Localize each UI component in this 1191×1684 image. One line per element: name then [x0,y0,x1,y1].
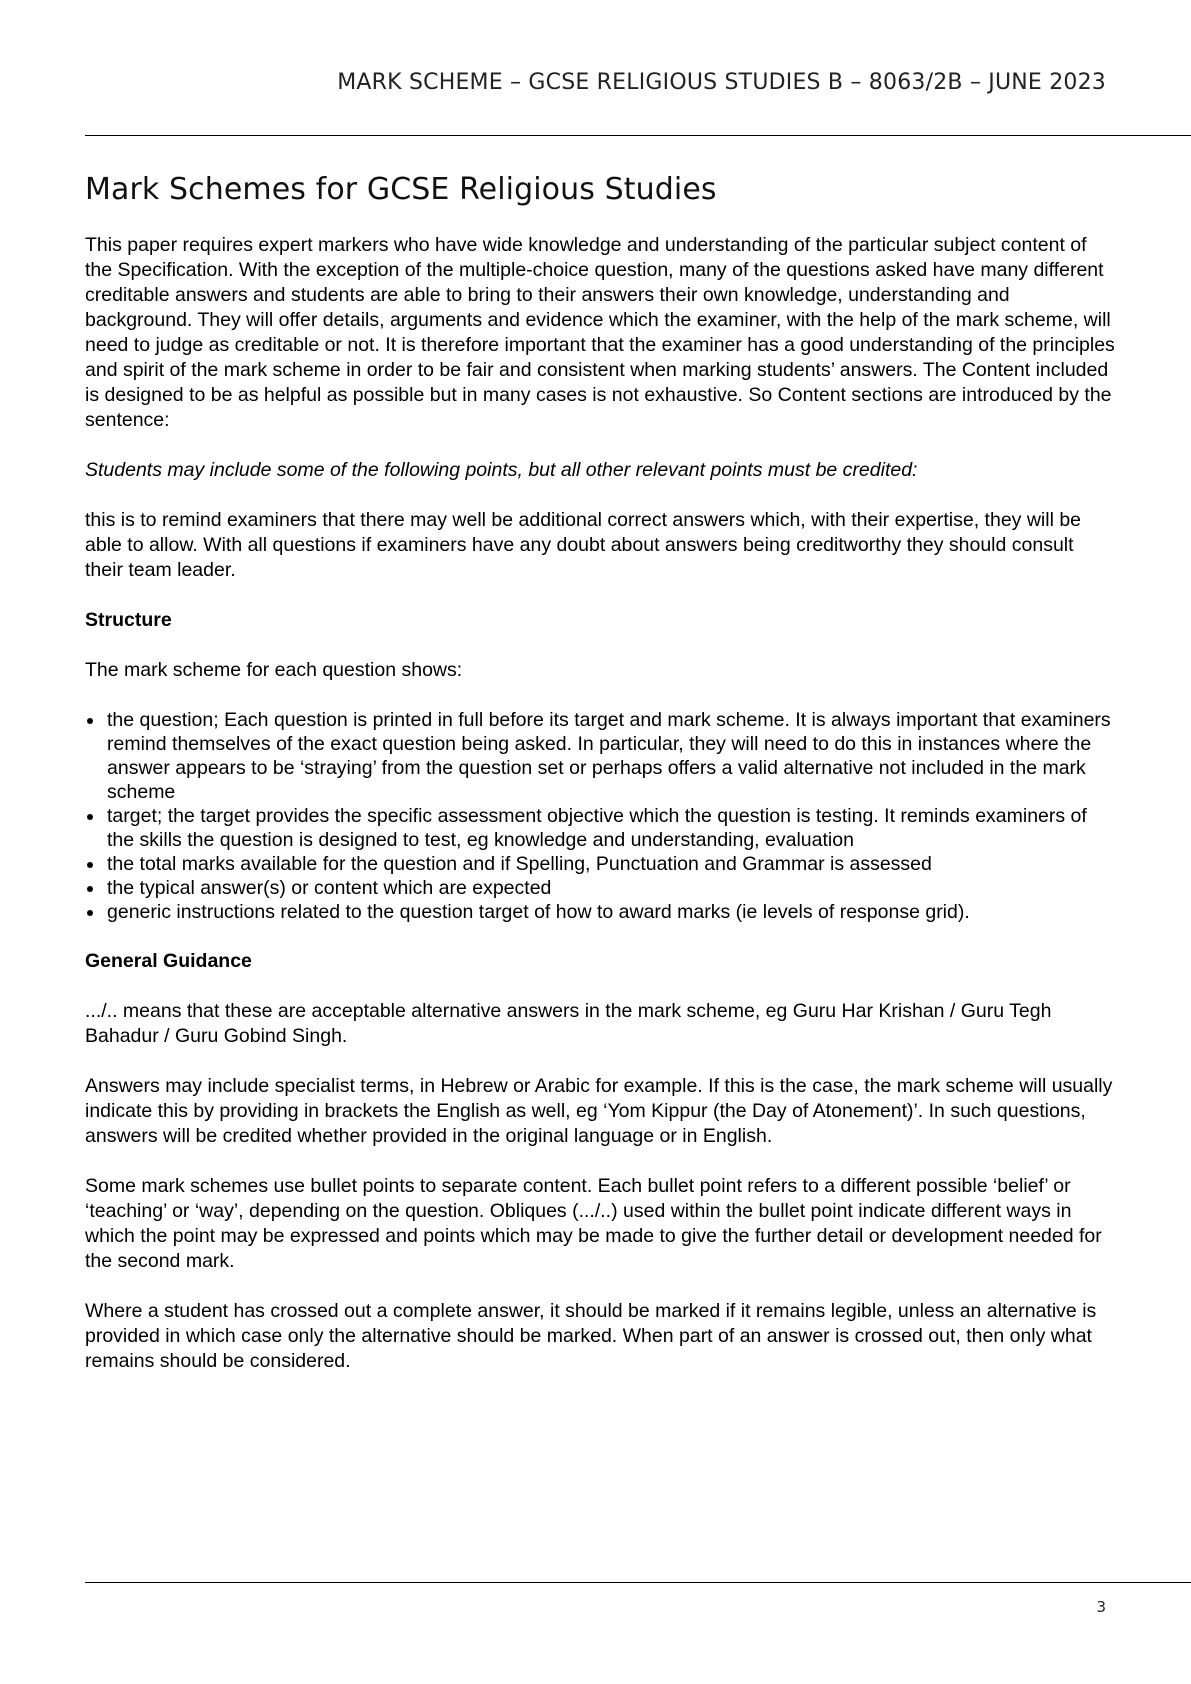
bullet-icon [87,886,93,892]
header-divider [85,135,1191,136]
page-title: Mark Schemes for GCSE Religious Studies [85,172,717,207]
list-item [85,708,1115,804]
running-header: MARK SCHEME – GCSE RELIGIOUS STUDIES B – 8063/2B – JUNE 2023 [337,70,1106,95]
bullet-icon [87,718,93,724]
guidance-paragraph-crossed-out: Where a student has crossed out a complete answer, it should be marked if it remains legible, unless an alternative is provided in which case only the alternative should be marked. When part of an answer is crossed out, then only what remains should be considered. [85,1300,1097,1372]
structure-lead: The mark scheme for each question shows: [85,659,463,681]
list-item-text: the question; Each question is printed in full before its target and mark scheme. It is always important that examiners remind themselves of the exact question being asked. In particular, they will need to do this in instances where the answer appears to be ‘straying’ from the question set or perhaps offers a valid alternative not included in the mark scheme [107,709,1111,803]
structure-list [85,708,1115,924]
bullet-icon [87,910,93,916]
italic-sentence: Students may include some of the following points, but all other relevant points must be credited: [85,459,918,481]
guidance-paragraph-specialist-terms: Answers may include specialist terms, in Hebrew or Arabic for example. If this is the case, the mark scheme will usually indicate this by providing in brackets the English as well, eg ‘Yom Kippur (the Day of Atonement)’. In such questions, answers will be credited whether provided in the original language or in English. [85,1075,1113,1147]
structure-heading: Structure [85,609,172,631]
intro-paragraph: This paper requires expert markers who have wide knowledge and understanding of the particular subject content of the Specification. With the exception of the multiple-choice question, many of the questions asked have many different creditable answers and students are able to bring to their answers their own knowledge, understanding and background. They will offer details, arguments and evidence which the examiner, with the help of the mark scheme, will need to judge as creditable or not. It is therefore important that the examiner has a good understanding of the principles and spirit of the mark scheme in order to be fair and consistent when marking students’ answers. The Content included is designed to be as helpful as possible but in many cases is not exhaustive. So Content sections are introduced by the sentence: [85,234,1115,431]
footer-divider [85,1582,1191,1583]
general-guidance-heading: General Guidance [85,950,252,972]
guidance-paragraph-bullet-points: Some mark schemes use bullet points to separate content. Each bullet point refers to a different possible ‘belief’ or ‘teaching’ or ‘way’, depending on the question. Obliques (.../..) used within the bullet point indicate different ways in which the point may be expressed and points which may be made to give the further detail or development needed for the second mark. [85,1175,1102,1272]
bullet-icon [87,862,93,868]
list-item-text: the typical answer(s) or content which are expected [107,877,552,899]
reminder-paragraph: this is to remind examiners that there may well be additional correct answers which, with their expertise, they will be able to allow. With all questions if examiners have any doubt about answers being creditworthy they should consult their team leader. [85,509,1082,581]
list-item [85,900,1115,924]
bullet-icon [87,814,93,820]
guidance-paragraph-alternatives: .../.. means that these are acceptable alternative answers in the mark scheme, eg Guru Har Krishan / Guru Tegh Bahadur / Guru Gobind Singh. [85,1000,1052,1047]
list-item [85,804,1115,852]
list-item [85,852,1115,876]
list-item-text: the total marks available for the question and if Spelling, Punctuation and Grammar is assessed [107,853,932,875]
list-item [85,876,1115,900]
list-item-text: target; the target provides the specific assessment objective which the question is testing. It reminds examiners of the skills the question is designed to test, eg knowledge and understanding, evaluation [107,805,1087,851]
page-body [85,172,1115,1399]
list-item-text: generic instructions related to the question target of how to award marks (ie levels of response grid). [107,901,970,923]
page-number: 3 [1096,1598,1106,1616]
